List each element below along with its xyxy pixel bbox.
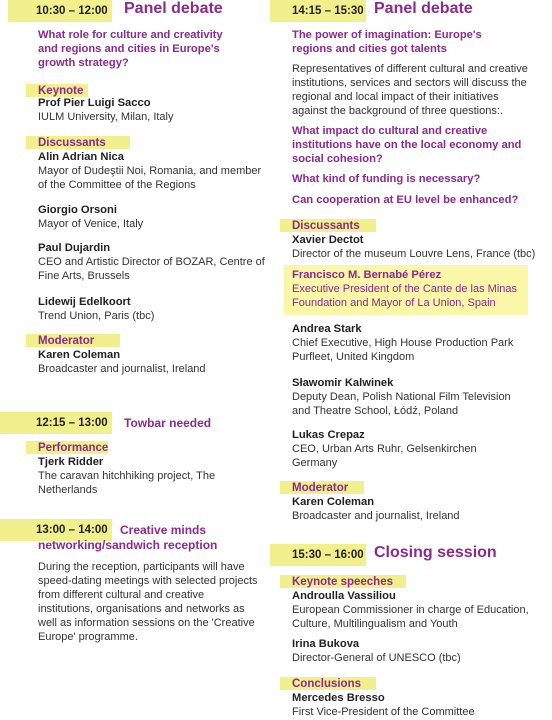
label-conclusions (280, 677, 376, 690)
session-time: 14:15 – 15:30 (292, 5, 364, 17)
person-desc: The caravan hitchhiking project, The Netherlands (38, 470, 216, 496)
label-text: Performance (38, 441, 109, 454)
label-text: Keynote speeches (292, 575, 393, 588)
label-text: Keynote (38, 84, 84, 97)
keynote-speaker (38, 96, 268, 124)
person-desc: IULM University, Milan, Italy (38, 111, 174, 123)
discussant (292, 233, 542, 261)
keynote-speaker (292, 589, 542, 631)
label-discussants (26, 136, 130, 149)
session-time-bar (270, 544, 366, 566)
session-title: Towbar needed (124, 416, 212, 430)
person-desc: Executive President of the Cante de las Minas Foundation and Mayor of La Union, Spain (292, 283, 518, 309)
person-desc: Chief Executive, High House Production Park Purfleet, United Kingdom (292, 337, 514, 363)
discussant (38, 241, 265, 283)
person-name: Lidewij Edelkoort (38, 296, 131, 308)
panel-subtitle: The power of imagination: Europe's regions and cities got talents (292, 29, 482, 55)
person-name: Androulla Vassiliou (292, 590, 396, 602)
person-desc: First Vice-President of the Committee (292, 706, 475, 718)
person-name: Karen Coleman (292, 496, 375, 508)
discussant (38, 295, 270, 323)
session-time-bar (8, 0, 112, 22)
label-text: Conclusions (292, 677, 362, 690)
panel-question: What kind of funding is necessary? (292, 173, 481, 185)
person-name: Prof Pier Luigi Sacco (38, 97, 151, 109)
person-name: Paul Dujardin (38, 242, 111, 254)
person-desc: Broadcaster and journalist, Ireland (38, 363, 206, 375)
session-title-continued: networking/sandwich reception (38, 538, 218, 552)
person-name: Xavier Dectot (292, 234, 364, 246)
discussant (292, 322, 522, 364)
label-text: Moderator (38, 334, 95, 347)
panel-intro: Representatives of different cultural and creative institutions, services and sectors will discuss the regional and local impact of their initiatives against the background of three questions:. (292, 63, 528, 117)
person-name: Alin Adrian Nica (38, 151, 124, 163)
person-desc: Trend Union, Paris (tbc) (38, 310, 155, 322)
discussant (38, 150, 270, 192)
label-text: Moderator (292, 481, 349, 494)
panel-question: What role for culture and creativity and regions and cities in Europe's growth strategy? (38, 29, 223, 69)
person-desc: CEO, Urban Arts Ruhr, Gelsenkirchen Germany (292, 443, 477, 469)
person-name: Andrea Stark (292, 323, 362, 335)
session-title: Panel debate (374, 0, 473, 17)
moderator (38, 348, 270, 376)
person-desc: Deputy Dean, Polish National Film Television and Theatre School, Łódź, Poland (292, 391, 511, 417)
label-discussants (280, 219, 376, 232)
session-time: 13:00 – 14:00 (36, 524, 108, 536)
person-desc: CEO and Artistic Director of BOZAR, Centre of Fine Arts, Brussels (38, 256, 265, 282)
label-keynote-speeches (280, 575, 406, 588)
person-desc: European Commissioner in charge of Education, Culture, Multilingualism and Youth (292, 604, 529, 630)
person-name: Giorgio Orsoni (38, 204, 117, 216)
session-title: Panel debate (124, 0, 223, 17)
person-name: Irina Bukova (292, 638, 360, 650)
discussant (292, 376, 512, 418)
label-moderator (26, 334, 120, 347)
session-time: 10:30 – 12:00 (36, 5, 108, 17)
person-name: Karen Coleman (38, 349, 121, 361)
keynote-speaker (292, 637, 542, 665)
panel-question: Can cooperation at EU level be enhanced? (292, 194, 519, 206)
networking-description: During the reception, participants will have speed-dating meetings with selected projects from different cultural and creative institutions, organisations and networks as well as information sessions on the 'Creative Europe' programme. (38, 561, 258, 643)
session-time-bar (270, 0, 366, 22)
panel-question: What impact do cultural and creative institutions have on the local economy and social cohesion? (292, 125, 522, 165)
discussant (38, 203, 270, 231)
person-desc: Mayor of Venice, Italy (38, 218, 144, 230)
person-desc: Mayor of Dudeştii Noi, Romania, and member of the Committee of the Regions (38, 165, 262, 191)
label-text: Discussants (292, 219, 360, 232)
moderator (292, 495, 522, 523)
session-title: Creative minds (120, 523, 207, 537)
person-desc: Director of the museum Louvre Lens, France (tbc) (292, 248, 536, 260)
discussant (292, 428, 492, 470)
person-name: Mercedes Bresso (292, 692, 385, 704)
highlighted-discussant (284, 265, 528, 315)
label-text: Discussants (38, 136, 106, 149)
session-time-bar (0, 412, 112, 434)
session-time: 15:30 – 16:00 (292, 549, 364, 561)
person-desc: Director-General of UNESCO (tbc) (292, 652, 461, 664)
person-desc: Broadcaster and journalist, Ireland (292, 510, 460, 522)
label-performance (26, 441, 108, 454)
person-name: Tjerk Ridder (38, 456, 104, 468)
label-moderator (280, 481, 364, 494)
person-name: Francisco M. Bernabé Pérez (292, 269, 442, 281)
session-title: Closing session (374, 544, 497, 561)
person-name: Sławomir Kalwinek (292, 377, 394, 389)
session-time: 12:15 – 13:00 (36, 417, 108, 429)
person-name: Lukas Crepaz (292, 429, 365, 441)
performer (38, 455, 274, 497)
conclusion-speaker (292, 691, 542, 719)
